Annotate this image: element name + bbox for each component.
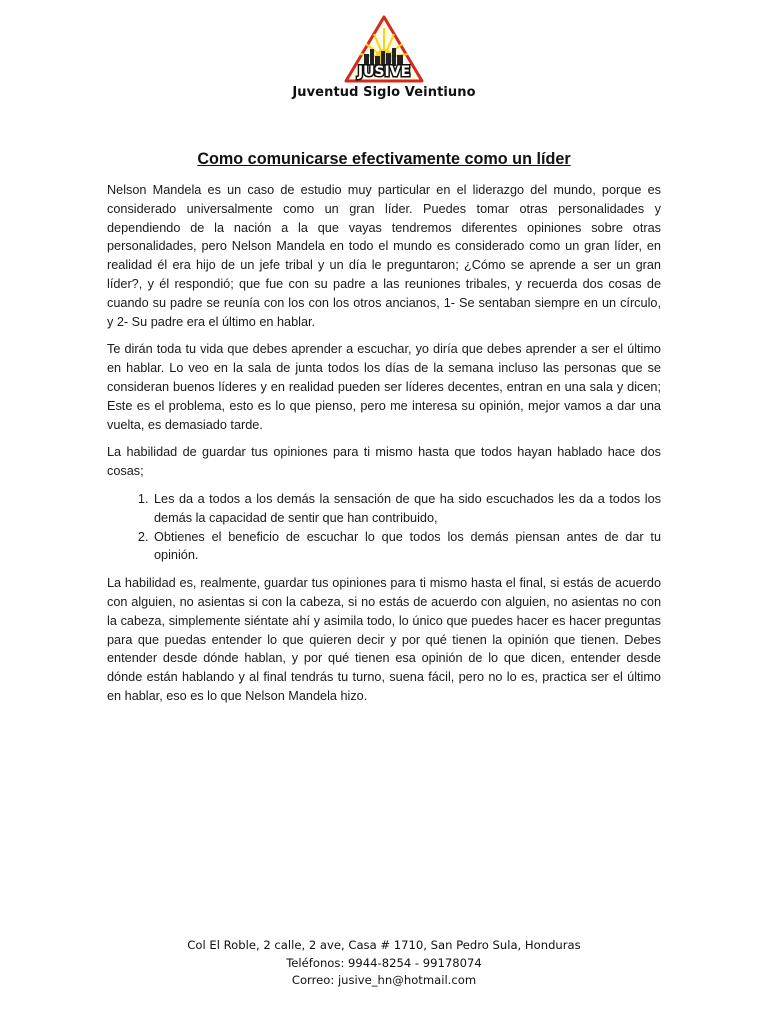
footer-address: Col El Roble, 2 calle, 2 ave, Casa # 1710, San Pedro Sula, Honduras xyxy=(187,938,581,952)
list-item: 2. Obtienes el beneficio de escuchar lo que todos los demás piensan antes de dar tu opinión. xyxy=(152,528,661,566)
document-title: Como comunicarse efectivamente como un líder xyxy=(197,150,571,168)
footer-phones: Teléfonos: 9944-8254 - 99178074 xyxy=(286,955,482,970)
paragraph-1: Nelson Mandela es un caso de estudio muy particular en el liderazgo del mundo, porque es considerado universalmente como un gran líder. Puedes tomar otras personalidades y dependiendo de la nación a la que vayas tendremos diferentes opiniones sobre otras personalidades, pero Nelson Mandela en todo el mundo es considerado como un gran líder, en realidad él era hijo de un jefe tribal y un día le preguntaron; ¿Cómo se aprende a ser un gran líder?, y él respondió; que fue con su padre a las reuniones tribales, y recuerda dos cosas de cuando su padre se reunía con los con los otros ancianos, 1- Se sentaban siempre en un círculo, y 2- Su padre era el último en hablar. xyxy=(107,183,661,329)
paragraph-3: La habilidad de guardar tus opiniones para ti mismo hasta que todos hayan hablado hace dos cosas; xyxy=(107,445,661,479)
logo-text: JUSIVE xyxy=(357,64,411,80)
closing-paragraph: La habilidad es, realmente, guardar tus opiniones para ti mismo hasta el final, si estás de acuerdo con alguien, no asientas si con la cabeza, si no estás de acuerdo con alguien, no asientas no con la cabeza, simplemente siéntate ahí y asimila todo, lo único que puedes hacer es hacer preguntas para que puedas entender lo que quieren decir y por qué tienen la opinión que tienen. Debes entender desde dónde hablan, y por qué tienen esa opinión de lo que dicen, entender desde dónde están hablando y al final tendrás tu turno, suena fácil, pero no lo es, practica ser el último en hablar, eso es lo que Nelson Mandela hizo. xyxy=(107,576,661,703)
list-item: 1. Les da a todos a los demás la sensación de que ha sido escuchados les da a todos los demás la capacidad de sentir que han contribuido, xyxy=(152,490,661,528)
letterhead xyxy=(0,14,768,100)
document-body xyxy=(107,150,661,715)
paragraph-2: Te dirán toda tu vida que debes aprender a escuchar, yo diría que debes aprender a ser el último en hablar. Lo veo en la sala de junta todos los días de la semana incluso las personas que se consideran buenos líderes y en realidad pueden ser líderes decentes, entran en una sala y dicen; Este es el problema, esto es lo que pienso, pero me interesa su opinión, mejor vamos a dar una vuelta, es demasiado tarde. xyxy=(107,342,661,432)
footer-email: Correo: jusive_hn@hotmail.com xyxy=(291,973,477,987)
jusive-logo xyxy=(342,14,426,84)
footer xyxy=(0,937,768,990)
numbered-list xyxy=(107,490,661,565)
organization-name: Juventud Siglo Veintiuno xyxy=(292,85,476,100)
